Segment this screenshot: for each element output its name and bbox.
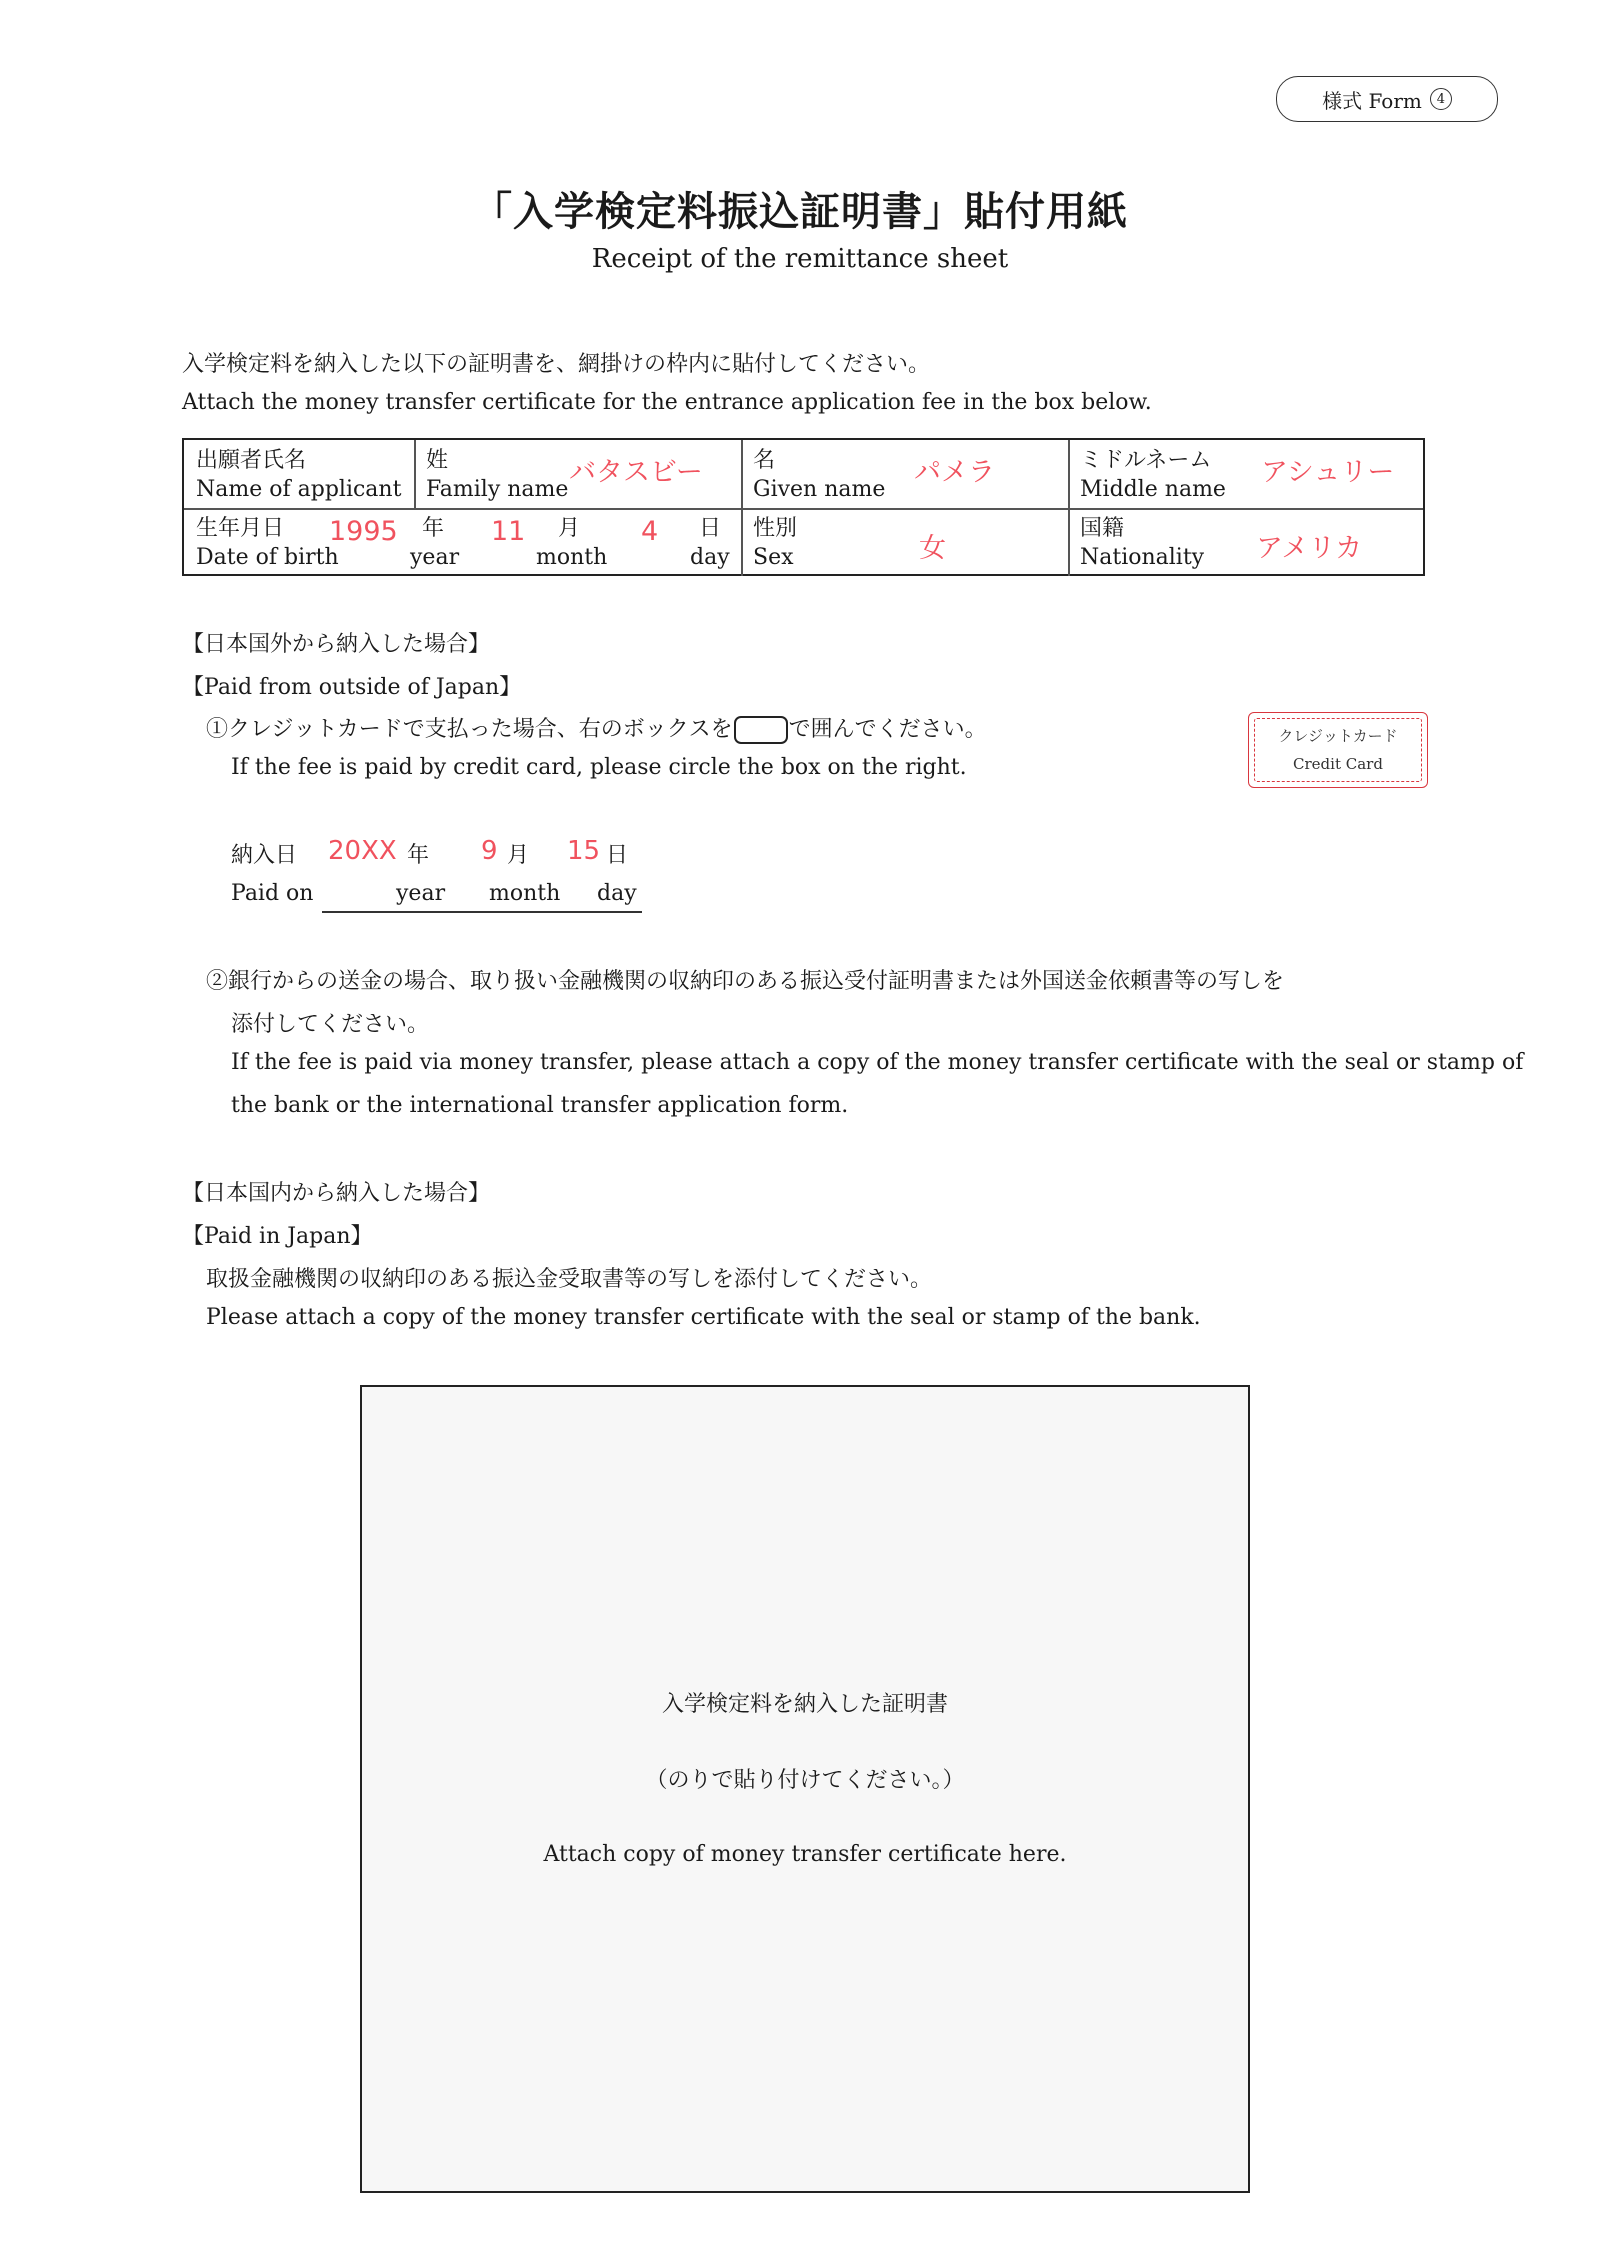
- middle-name-value: アシュリー: [1261, 457, 1395, 488]
- item2-en-line2: the bank or the international transfer application form.: [231, 1093, 849, 1118]
- item1-en: If the fee is paid by credit card, please circle the box on the right.: [231, 755, 967, 780]
- paid-year-unit-jp: 年: [407, 843, 430, 868]
- dob-label: 生年月日 Date of birth: [196, 516, 339, 570]
- attach-box-line1: 入学検定料を納入した証明書: [661, 1692, 948, 1717]
- attach-box-line2: （のりで貼り付けてください。）: [645, 1768, 965, 1793]
- inside-text-jp: 取扱金融機関の収納印のある振込金受取書等の写しを添付してください。: [206, 1267, 933, 1292]
- paid-month-unit-jp: 月: [507, 843, 530, 868]
- given-name-value: パメラ: [914, 457, 995, 488]
- dob-month-value: 11: [491, 516, 526, 547]
- inside-heading-jp: 【日本国内から納入した場合】: [182, 1181, 491, 1206]
- paid-month-unit-en: month: [489, 881, 561, 906]
- attach-box-line3: Attach copy of money transfer certificate here.: [543, 1842, 1067, 1867]
- nationality-value: アメリカ: [1256, 533, 1363, 564]
- applicant-table: [182, 438, 1425, 576]
- nationality-label: 国籍 Nationality: [1080, 516, 1205, 570]
- family-name-value: バタスビー: [569, 457, 703, 488]
- paid-on-jp: 納入日: [231, 843, 298, 868]
- form-badge-number: 4: [1430, 88, 1452, 110]
- credit-box-jp: クレジットカード: [1278, 727, 1398, 745]
- inside-text-en: Please attach a copy of the money transfer certificate with the seal or stamp of the bank.: [206, 1305, 1201, 1330]
- name-label: 出願者氏名 Name of applicant: [196, 448, 402, 502]
- dob-day-value: 4: [641, 516, 659, 547]
- item1-jp: ①クレジットカードで支払った場合、右のボックスを で囲んでください。: [206, 717, 987, 742]
- paid-year-value: 20XX: [328, 836, 397, 866]
- page-title: 「入学検定料振込証明書」貼付用紙: [472, 188, 1128, 235]
- item2-jp-line2: 添付してください。: [231, 1012, 430, 1037]
- family-name-label: 姓 Family name: [426, 448, 569, 502]
- paid-day-unit-jp: 日: [606, 843, 629, 868]
- sex-label: 性別 Sex: [753, 516, 798, 570]
- dob-month-unit-en: month: [536, 545, 608, 570]
- dob-month-unit-jp: 月: [558, 516, 581, 541]
- paid-on-en: Paid on: [231, 881, 314, 906]
- paid-month-value: 9: [481, 836, 498, 866]
- page-subtitle: Receipt of the remittance sheet: [591, 244, 1009, 274]
- intro-en: Attach the money transfer certificate for the entrance application fee in the box below.: [182, 390, 1152, 415]
- dob-year-unit-jp: 年: [422, 516, 445, 541]
- given-name-label: 名 Given name: [753, 448, 886, 502]
- attach-certificate-box[interactable]: [360, 1385, 1250, 2193]
- intro-jp: 入学検定料を納入した以下の証明書を、網掛けの枠内に貼付してください。: [182, 352, 931, 377]
- dob-year-unit-en: year: [410, 545, 460, 570]
- outside-heading-jp: 【日本国外から納入した場合】: [182, 632, 491, 657]
- middle-name-label: ミドルネーム Middle name: [1080, 448, 1226, 502]
- dob-day-unit-jp: 日: [699, 516, 722, 541]
- paid-day-value: 15: [567, 836, 601, 866]
- dob-year-value: 1995: [329, 516, 398, 547]
- inside-heading-en: 【Paid in Japan】: [182, 1224, 373, 1249]
- form-badge-label: 様式 Form: [1322, 88, 1422, 113]
- credit-box-en: Credit Card: [1293, 755, 1383, 773]
- paid-day-unit-en: day: [597, 881, 637, 906]
- paid-year-unit-en: year: [396, 881, 446, 906]
- item2-en-line1: If the fee is paid via money transfer, please attach a copy of the money transfer certificate with the seal or stamp of: [231, 1050, 1524, 1075]
- sex-value: 女: [919, 533, 946, 564]
- credit-card-box[interactable]: [1248, 712, 1428, 788]
- inline-circle-box: [734, 716, 788, 744]
- item2-jp-line1: ②銀行からの送金の場合、取り扱い金融機関の収納印のある振込受付証明書または外国送金依頼書等の写しを: [206, 969, 1285, 994]
- dob-day-unit-en: day: [690, 545, 730, 570]
- form-number-badge: [1276, 76, 1498, 122]
- outside-heading-en: 【Paid from outside of Japan】: [182, 675, 522, 700]
- paid-on-underline: [322, 911, 642, 913]
